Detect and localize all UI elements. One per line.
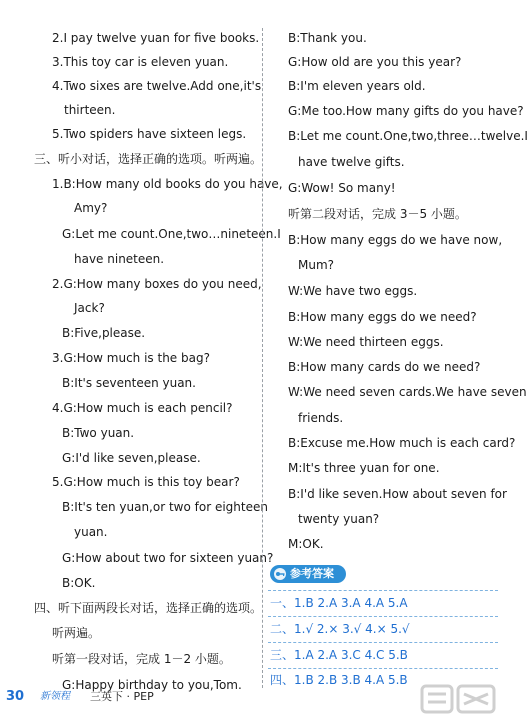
answer-row: 一、1.B 2.A 3.A 4.A 5.A: [270, 596, 408, 610]
dialogue-line: W:We need seven cards.We have seven: [288, 385, 527, 399]
dialogue-line: have twelve gifts.: [298, 155, 405, 169]
dialogue-line: 3.G:How much is the bag?: [52, 351, 210, 365]
answer-separator: [268, 616, 498, 617]
dialogue-line: B:Excuse me.How much is each card?: [288, 436, 516, 450]
dialogue-line: friends.: [298, 411, 344, 425]
dialogue-line: Amy?: [74, 201, 108, 215]
answer-separator: [268, 590, 498, 591]
dialogue-line: 5.G:How much is this toy bear?: [52, 475, 240, 489]
dialogue-line: G:I'd like seven,please.: [62, 451, 201, 465]
text-line: 2.I pay twelve yuan for five books.: [52, 31, 260, 45]
instruction-line: 听第二段对话，完成 3－5 小题。: [288, 207, 467, 221]
instruction-line: 听两遍。: [52, 626, 101, 640]
section-heading: 三、听小对话，选择正确的选项。听两遍。: [34, 152, 263, 166]
text-line: 5.Two spiders have sixteen legs.: [52, 127, 247, 141]
text-line: 3.This toy car is eleven yuan.: [52, 55, 229, 69]
series-logo: 新领程: [40, 691, 70, 702]
answer-row: 二、1.√ 2.× 3.√ 4.× 5.√: [270, 622, 410, 636]
dialogue-line: B:How many eggs do we need?: [288, 310, 477, 324]
text-line: 4.Two sixes are twelve.Add one,it's: [52, 79, 262, 93]
answer-separator: [268, 642, 498, 643]
book-title: 三英下 · PEP: [90, 690, 154, 703]
dialogue-line: M:OK.: [288, 537, 324, 551]
instruction-line: 听第一段对话，完成 1－2 小题。: [52, 652, 231, 666]
dialogue-line: G:Wow! So many!: [288, 181, 396, 195]
dialogue-line: G:How about two for sixteen yuan?: [62, 551, 274, 565]
dialogue-line: B:Two yuan.: [62, 426, 135, 440]
column-divider: [262, 28, 263, 688]
dialogue-line: yuan.: [74, 525, 108, 539]
dialogue-line: B:I'd like seven.How about seven for: [288, 487, 507, 501]
dialogue-line: B:How many eggs do we have now,: [288, 233, 503, 247]
dialogue-line: B:It's seventeen yuan.: [62, 376, 196, 390]
dialogue-line: 2.G:How many boxes do you need,: [52, 277, 262, 291]
dialogue-line: twenty yuan?: [298, 512, 380, 526]
answer-separator: [268, 668, 498, 669]
dialogue-line: B:Thank you.: [288, 31, 367, 45]
dialogue-line: Jack?: [74, 301, 105, 315]
dialogue-line: 4.G:How much is each pencil?: [52, 401, 233, 415]
answer-key-heading: [270, 565, 346, 583]
dialogue-line: B:Five,please.: [62, 326, 146, 340]
dialogue-line: 1.B:How many old books do you have,: [52, 177, 283, 191]
answer-row: 四、1.B 2.B 3.B 4.A 5.B: [270, 673, 408, 687]
dialogue-line: G:Happy birthday to you,Tom.: [62, 678, 242, 692]
dialogue-line: B:It's ten yuan,or two for eighteen: [62, 500, 268, 514]
dialogue-line: B:Let me count.One,two,three…twelve.I: [288, 129, 528, 143]
dialogue-line: B:I'm eleven years old.: [288, 79, 426, 93]
page-number: 30: [6, 689, 25, 704]
watermark-stamp: [420, 682, 498, 718]
dialogue-line: have nineteen.: [74, 252, 165, 266]
dialogue-line: G:Let me count.One,two…nineteen.I: [62, 227, 281, 241]
key-icon: [273, 567, 287, 581]
answer-key-title: 参考答案: [290, 567, 334, 580]
page-footer: [0, 688, 500, 721]
text-line: thirteen.: [64, 103, 116, 117]
section-heading: 四、听下面两段长对话，选择正确的选项。: [34, 601, 263, 615]
dialogue-line: W:We need thirteen eggs.: [288, 335, 444, 349]
dialogue-line: G:Me too.How many gifts do you have?: [288, 104, 524, 118]
dialogue-line: M:It's three yuan for one.: [288, 461, 440, 475]
dialogue-line: B:OK.: [62, 576, 96, 590]
dialogue-line: G:How old are you this year?: [288, 55, 462, 69]
dialogue-line: Mum?: [298, 258, 335, 272]
dialogue-line: W:We have two eggs.: [288, 284, 418, 298]
dialogue-line: B:How many cards do we need?: [288, 360, 481, 374]
answer-row: 三、1.A 2.A 3.C 4.C 5.B: [270, 648, 408, 662]
